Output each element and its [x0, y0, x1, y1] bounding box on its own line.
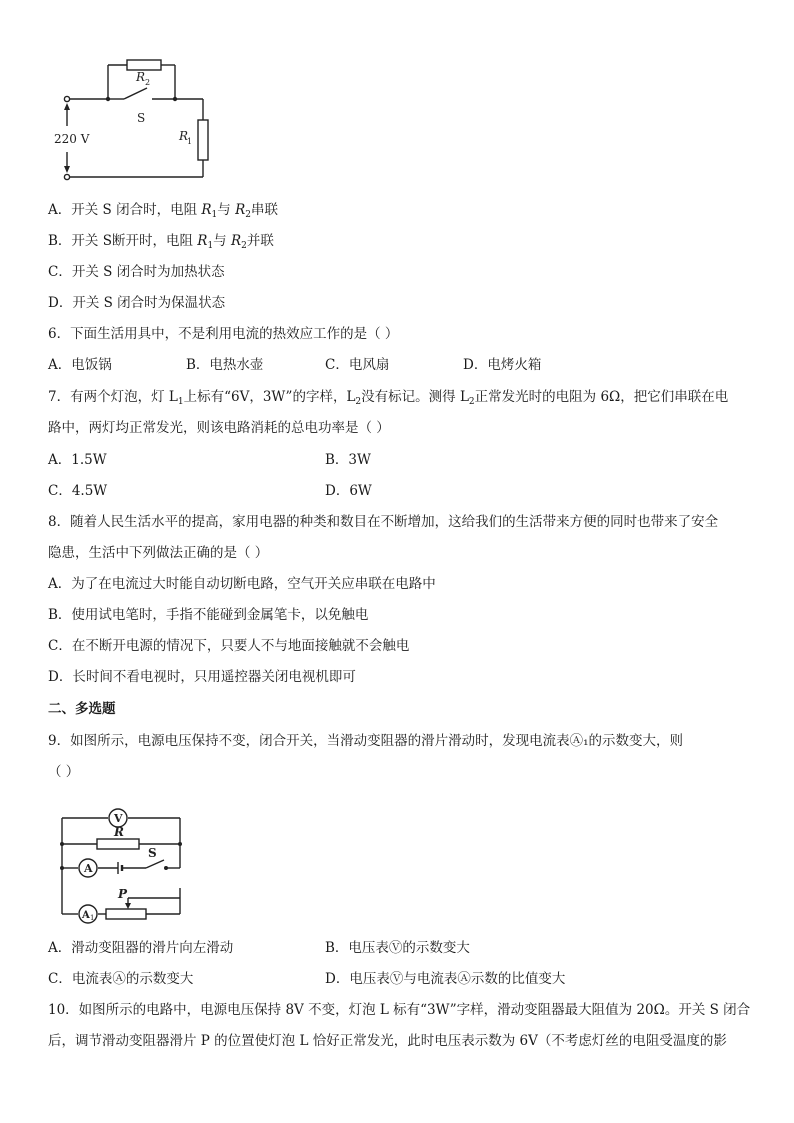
q10-stem-line-2: 后，调节滑动变阻器滑片 P 的位置使灯泡 L 恰好正常发光，此时电压表示数为 6V（不考虑灯丝的电阻受温度的影: [48, 1033, 727, 1049]
q6-option-d: D．电烤火箱: [463, 357, 542, 373]
resistor-label: R: [114, 825, 124, 839]
switch-label: S: [137, 111, 146, 125]
circuit-diagram-1: [50, 52, 220, 187]
q9-option-d: D．电压表Ⓥ与电流表Ⓐ示数的比值变大: [325, 971, 566, 987]
q7-stem-line-1: 7．有两个灯泡，灯 $L_1$上标有“6V，3W”的字样，$L_2$没有标记。测得 $L_2$正常发光时的电阻为 6Ω，把它们串联在电: [48, 389, 729, 407]
r1-label: R: [179, 129, 189, 143]
q7-stem-line-2: 路中，两灯均正常发光，则该电路消耗的总电功率是（ ）: [48, 420, 390, 436]
r1-subscript: 1: [187, 137, 193, 146]
q5-option-c: C．开关 S 闭合时为加热状态: [48, 264, 225, 280]
q6-option-c: C．电风扇: [325, 357, 390, 373]
q6-option-a: A．电饭锅: [48, 357, 112, 373]
voltage-label: 220 V: [54, 132, 90, 146]
q9-option-b: B．电压表Ⓥ的示数变大: [325, 940, 470, 956]
q5-option-a: A．开关 S 闭合时，电阻 $R_1$与 $R_2$串联: [48, 202, 278, 220]
q8-option-b: B．使用试电笔时，手指不能碰到金属笔卡，以免触电: [48, 607, 369, 623]
q5-option-b: B．开关 S断开时，电阻 $R_1$与 $R_2$并联: [48, 233, 274, 251]
q8-option-d: D．长时间不看电视时，只用遥控器关闭电视机即可: [48, 669, 356, 685]
q7-option-b: B．3W: [325, 452, 371, 468]
q8-stem-line-2: 隐患，生活中下列做法正确的是（ ）: [48, 545, 269, 561]
q7-option-a: A．1.5W: [48, 452, 107, 468]
q10-stem-line-1: 10．如图所示的电路中，电源电压保持 8V 不变，灯泡 L 标有“3W”字样，滑动变阻器最大阻值为 20Ω。开关 S 闭合: [48, 1002, 751, 1018]
slider-label: P: [118, 887, 128, 901]
q6-stem: 6．下面生活用具中，不是利用电流的热效应工作的是（ ）: [48, 326, 399, 342]
q5-option-d: D．开关 S 闭合时为保温状态: [48, 295, 226, 311]
q8-option-c: C．在不断开电源的情况下，只要人不与地面接触就不会触电: [48, 638, 410, 654]
q9-option-a: A．滑动变阻器的滑片向左滑动: [48, 940, 234, 956]
section-title-multiple-choice: 二、多选题: [48, 701, 116, 717]
ammeter1-symbol: A: [82, 910, 90, 921]
q9-stem-line-1: 9．如图所示，电源电压保持不变，闭合开关，当滑动变阻器的滑片滑动时，发现电流表Ⓐ₁的示数变大，则: [48, 733, 683, 749]
ammeter-symbol: A: [84, 862, 93, 875]
circuit-diagram-2: [52, 794, 192, 924]
q8-option-a: A．为了在电流过大时能自动切断电路，空气开关应串联在电路中: [48, 576, 436, 592]
q7-option-d: D．6W: [325, 483, 372, 499]
q6-option-b: B．电热水壶: [186, 357, 264, 373]
q9-stem-line-2: （ ）: [48, 764, 80, 780]
q7-option-c: C．4.5W: [48, 483, 108, 499]
r2-subscript: 2: [145, 78, 151, 87]
r2-label: R: [136, 70, 146, 84]
q8-stem-line-1: 8．随着人民生活水平的提高，家用电器的种类和数目在不断增加，这给我们的生活带来方便的同时也带来了安全: [48, 514, 719, 530]
switch-label: S: [148, 846, 157, 860]
q9-option-c: C．电流表Ⓐ的示数变大: [48, 971, 194, 987]
voltmeter-symbol: V: [114, 812, 123, 825]
ammeter1-subscript: 1: [90, 914, 95, 922]
